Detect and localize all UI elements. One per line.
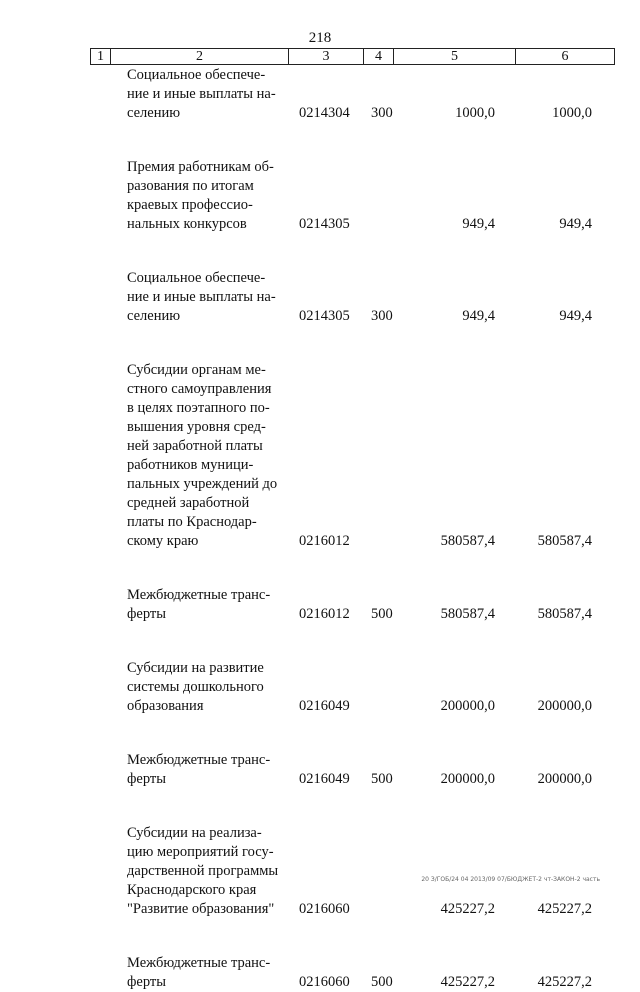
row-code: 0214305 — [299, 216, 350, 232]
header-col-1: 1 — [91, 49, 111, 64]
row-code: 0214304 — [299, 105, 350, 121]
table-header — [90, 48, 615, 65]
row-code: 0216060 — [299, 901, 350, 917]
description-line: средней заработной — [127, 495, 250, 511]
description-line: Межбюджетные транс- — [127, 752, 271, 768]
description-line: вышения уровня сред- — [127, 419, 266, 435]
description-line: стного самоуправления — [127, 381, 272, 397]
row-value-col6: 580587,4 — [537, 533, 592, 549]
description-line: образования — [127, 698, 204, 714]
row-expense-type: 500 — [371, 974, 393, 990]
row-code: 0216049 — [299, 698, 350, 714]
description-line: пальных учреждений до — [127, 476, 278, 492]
description-line: "Развитие образования" — [127, 901, 275, 917]
description-line: разования по итогам — [127, 178, 254, 194]
header-col-2: 2 — [111, 49, 289, 64]
description-line: скому краю — [127, 533, 199, 549]
row-value-col5: 200000,0 — [440, 771, 495, 787]
description-line: Межбюджетные транс- — [127, 587, 271, 603]
row-description — [127, 269, 285, 326]
description-line: Краснодарского края — [127, 882, 257, 898]
page-number: 218 — [308, 30, 332, 46]
row-code: 0216060 — [299, 974, 350, 990]
description-line: Социальное обеспече- — [127, 67, 266, 83]
row-value-col6: 200000,0 — [537, 771, 592, 787]
description-line: работников муници- — [127, 457, 254, 473]
row-value-col5: 200000,0 — [440, 698, 495, 714]
row-description — [127, 158, 285, 234]
header-col-5: 5 — [394, 49, 516, 64]
row-description — [127, 66, 285, 123]
row-expense-type: 300 — [371, 308, 393, 324]
description-line: Социальное обеспече- — [127, 270, 266, 286]
row-description — [127, 751, 285, 789]
row-code: 0216012 — [299, 533, 350, 549]
row-value-col5: 949,4 — [462, 308, 495, 324]
description-line: Субсидии органам ме- — [127, 362, 266, 378]
row-value-col6: 200000,0 — [537, 698, 592, 714]
description-line: дарственной программы — [127, 863, 279, 879]
row-value-col6: 425227,2 — [537, 901, 592, 917]
description-line: ферты — [127, 771, 166, 787]
description-line: селению — [127, 308, 181, 324]
description-line: Межбюджетные транс- — [127, 955, 271, 971]
description-line: краевых профессио- — [127, 197, 253, 213]
row-value-col5: 425227,2 — [440, 901, 495, 917]
row-code: 0216049 — [299, 771, 350, 787]
description-line: ферты — [127, 606, 166, 622]
row-description — [127, 586, 285, 624]
description-line: ней заработной платы — [127, 438, 263, 454]
row-value-col5: 580587,4 — [440, 606, 495, 622]
description-line: в целях поэтапного по- — [127, 400, 270, 416]
description-line: системы дошкольного — [127, 679, 264, 695]
description-line: Субсидии на развитие — [127, 660, 264, 676]
row-expense-type: 300 — [371, 105, 393, 121]
row-description — [127, 954, 285, 992]
description-line: Премия работникам об- — [127, 159, 274, 175]
row-value-col5: 949,4 — [462, 216, 495, 232]
row-expense-type: 500 — [371, 771, 393, 787]
row-value-col5: 425227,2 — [440, 974, 495, 990]
row-description — [127, 659, 285, 716]
row-value-col6: 1000,0 — [552, 105, 592, 121]
header-col-4: 4 — [364, 49, 394, 64]
footer-file-path: 20 З/ГОБ/24 04 2013/09 07/БЮДЖЕТ-2 чт-ЗАКОН-2 часть — [421, 876, 600, 883]
description-line: цию мероприятий госу- — [127, 844, 274, 860]
description-line: Субсидии на реализа- — [127, 825, 262, 841]
description-line: ферты — [127, 974, 166, 990]
header-col-6: 6 — [561, 49, 569, 64]
row-value-col6: 580587,4 — [537, 606, 592, 622]
description-line: селению — [127, 105, 181, 121]
description-line: нальных конкурсов — [127, 216, 247, 232]
row-value-col6: 949,4 — [559, 216, 592, 232]
row-value-col5: 1000,0 — [455, 105, 495, 121]
description-line: ние и иные выплаты на- — [127, 86, 276, 102]
row-code: 0216012 — [299, 606, 350, 622]
row-value-col5: 580587,4 — [440, 533, 495, 549]
row-value-col6: 425227,2 — [537, 974, 592, 990]
row-value-col6: 949,4 — [559, 308, 592, 324]
description-line: платы по Краснодар- — [127, 514, 257, 530]
header-col-3: 3 — [289, 49, 364, 64]
description-line: ние и иные выплаты на- — [127, 289, 276, 305]
row-description — [127, 361, 285, 551]
row-code: 0214305 — [299, 308, 350, 324]
row-expense-type: 500 — [371, 606, 393, 622]
